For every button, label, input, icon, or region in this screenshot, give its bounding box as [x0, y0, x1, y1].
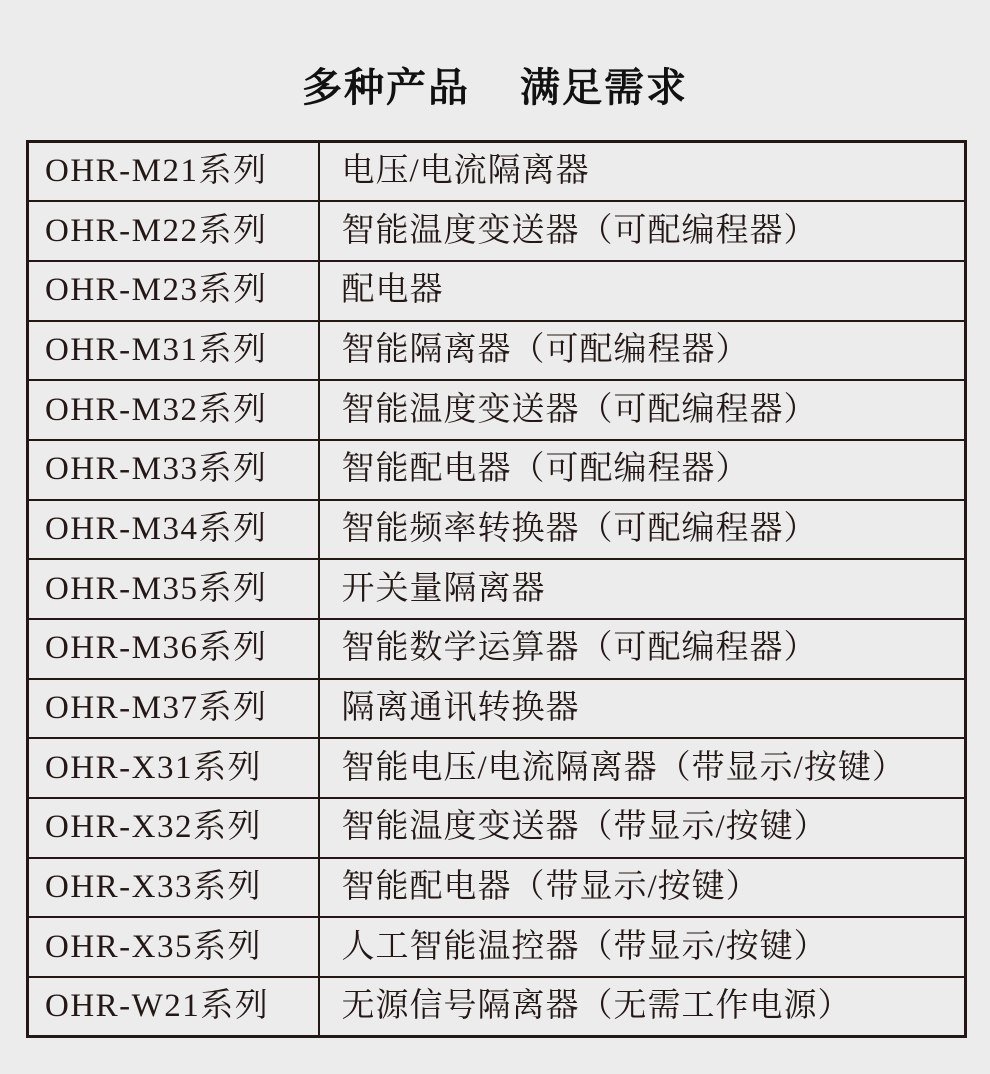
description-cell: 电压/电流隔离器 — [319, 142, 966, 202]
description-cell: 智能频率转换器（可配编程器） — [319, 500, 966, 560]
description-cell: 配电器 — [319, 261, 966, 321]
table-row — [28, 380, 966, 440]
series-cell: OHR-X31系列 — [28, 738, 319, 798]
series-cell: OHR-X33系列 — [28, 858, 319, 918]
series-cell: OHR-M31系列 — [28, 321, 319, 381]
table-row — [28, 500, 966, 560]
table-row — [28, 559, 966, 619]
page-title-part-1: 多种产品 — [302, 66, 470, 110]
series-cell: OHR-M35系列 — [28, 559, 319, 619]
description-cell: 智能电压/电流隔离器（带显示/按键） — [319, 738, 966, 798]
description-cell: 隔离通讯转换器 — [319, 679, 966, 739]
table-row — [28, 440, 966, 500]
table-row — [28, 738, 966, 798]
product-table-body — [28, 142, 966, 1037]
series-cell: OHR-X32系列 — [28, 798, 319, 858]
table-row — [28, 142, 966, 202]
series-cell: OHR-M36系列 — [28, 619, 319, 679]
table-row — [28, 321, 966, 381]
description-cell: 智能温度变送器（带显示/按键） — [319, 798, 966, 858]
table-row — [28, 679, 966, 739]
series-cell: OHR-M21系列 — [28, 142, 319, 202]
description-cell: 智能配电器（带显示/按键） — [319, 858, 966, 918]
table-row — [28, 619, 966, 679]
description-cell: 智能配电器（可配编程器） — [319, 440, 966, 500]
series-cell: OHR-M22系列 — [28, 201, 319, 261]
table-row — [28, 977, 966, 1037]
series-cell: OHR-X35系列 — [28, 917, 319, 977]
description-cell: 智能温度变送器（可配编程器） — [319, 201, 966, 261]
page-title-part-2: 满足需求 — [520, 66, 688, 110]
table-row — [28, 917, 966, 977]
description-cell: 智能数学运算器（可配编程器） — [319, 619, 966, 679]
series-cell: OHR-M33系列 — [28, 440, 319, 500]
description-cell: 智能隔离器（可配编程器） — [319, 321, 966, 381]
table-row — [28, 858, 966, 918]
table-row — [28, 261, 966, 321]
series-cell: OHR-W21系列 — [28, 977, 319, 1037]
description-cell: 智能温度变送器（可配编程器） — [319, 380, 966, 440]
series-cell: OHR-M34系列 — [28, 500, 319, 560]
product-table — [26, 140, 967, 1038]
page-title — [0, 66, 990, 110]
table-row — [28, 798, 966, 858]
table-row — [28, 201, 966, 261]
description-cell: 无源信号隔离器（无需工作电源） — [319, 977, 966, 1037]
series-cell: OHR-M37系列 — [28, 679, 319, 739]
description-cell: 人工智能温控器（带显示/按键） — [319, 917, 966, 977]
description-cell: 开关量隔离器 — [319, 559, 966, 619]
series-cell: OHR-M23系列 — [28, 261, 319, 321]
series-cell: OHR-M32系列 — [28, 380, 319, 440]
